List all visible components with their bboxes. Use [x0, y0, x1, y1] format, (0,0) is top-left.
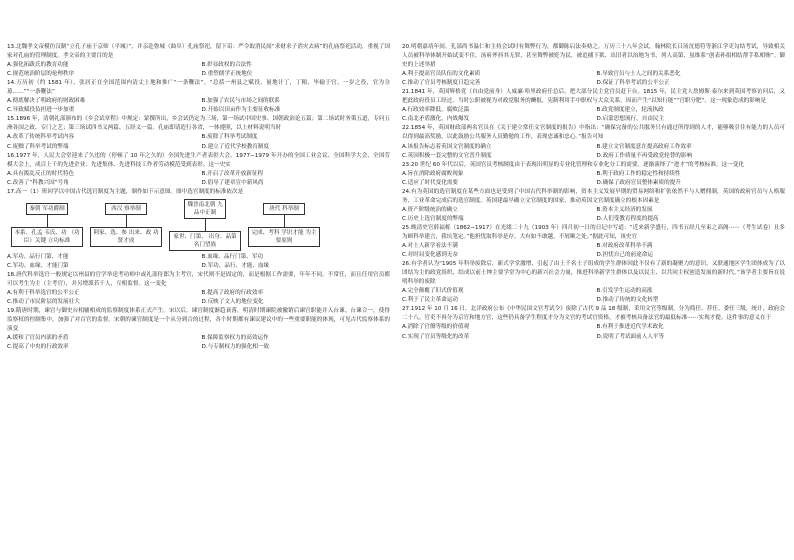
option-d: D.建立了近代学校教育制度 — [201, 143, 270, 150]
option-c: C.军功、血缘、才能门第 — [7, 262, 69, 269]
question-stem: 15.1896 年，清朝礼部颁布的《乡会试章程》中规定：蒙撰所出，乡会试仍定为三场，第一场试中国史事、国朝政治论五篇；第二场试时务策五道，专问五洲各国之政、专门之艺；第三场试四书义两篇、五经义一篇。孔庙即请造行各省，一体遵照，以上材料说明当时 — [7, 116, 390, 132]
option-c: C.导致赋役负担进一步加重 — [7, 107, 75, 114]
answer-options — [7, 253, 390, 271]
answer-options — [402, 206, 785, 224]
option-b: B.政党制度建立，轮流执政 — [596, 107, 664, 114]
question-24 — [402, 188, 785, 224]
option-b: B.提高了政府的行政效率 — [201, 289, 264, 296]
answer-options — [7, 170, 390, 188]
dynasty-node — [169, 199, 241, 251]
option-a: A.彻底解决了明政府的财政困难 — [7, 98, 86, 105]
question-stem: 13.北魏孝文帝模仿汉制“立孔子庙于京师（平城）”，并亲赴鲁城（曲阜）孔庙祭祀，留下诏：严令取消民间“求财求子消灾去病”的孔庙祭祀活动，重视了国家对孔庙的管理制度。孝文帝的主要目的是 — [7, 44, 390, 60]
option-d: D.保证了科举考试的公平公正 — [596, 80, 670, 87]
question-22 — [402, 124, 785, 160]
option-c: C.适应了时代变化需要 — [402, 179, 459, 186]
answer-options — [7, 97, 390, 115]
option-a: A.资产阶级统治的确立 — [402, 206, 458, 213]
left-column — [7, 43, 390, 352]
option-b: B.引发学生运动的高涨 — [596, 288, 653, 295]
option-b: B.利于政府工作的稳定性和持续性 — [596, 170, 681, 177]
option-b: B.对政府改革科举不满 — [596, 243, 653, 250]
question-stem: 14.万历初（约 1581 年），张居正在全国范围内清丈土地和推广“一条鞭法”。“总括一州县之赋役，量地计丁，丁粮、毕输于官，一岁之役，官为佥募……”“一条鞭法” — [7, 80, 390, 96]
question-27 — [402, 305, 785, 341]
option-b: B.加强了农民与市场之间的联系 — [201, 98, 280, 105]
option-a: A.强化拓跋氏的教育功能 — [7, 62, 69, 69]
question-13 — [7, 43, 390, 79]
answer-options — [402, 287, 785, 305]
option-c: C.废黜了科举考试的弊端 — [7, 143, 69, 150]
question-stem: 16.1977 年，人民大会堂迎来了久违的（停顿了 10 年之久的）全国先进生产者表彰大会。1977−1979 年开办的全国工业会议、全国科学大会、全国劳模大会上，成百上千的先进企业、先进集体、先进科技工作者劳动模范受到表彰。这一史实 — [7, 152, 390, 168]
option-a: A.旨在消除政府腐败现象 — [402, 170, 464, 177]
dynasty-criteria: 家世、门第、 出身、品第 名门望族 — [169, 231, 241, 251]
dynasty-label: 西汉 察举制 — [105, 203, 147, 215]
option-d: D.确保了政府官员整体素质的提升 — [596, 179, 681, 186]
question-17 — [7, 188, 390, 271]
option-c: C.推动了官员考核制度日趋完善 — [402, 80, 481, 87]
option-a: A.缓和了官员内部的矛盾 — [7, 335, 69, 342]
question-26 — [402, 260, 785, 305]
option-c: C.英国积极一套完整的文官晋升制度 — [402, 152, 492, 159]
option-c: C.实现了官员等级化的改革 — [402, 333, 470, 340]
dynasty-node — [11, 203, 83, 247]
connector-line — [284, 215, 285, 227]
question-16 — [7, 152, 390, 188]
dynasty-node — [90, 203, 162, 247]
option-a: A.具有拨乱反正的时代特色 — [7, 170, 75, 177]
question-stem: 18.唐代科举选官一般规定以州县的官学举送考功师中或礼部侍郎为主考官，宋代则不是固定的，而是根据工作需要，年年不同，不常任，而且任用官员都可以考生为主（主考官），并另增派若干人，互相监督。这一变化 — [7, 271, 390, 287]
question-stem: 19.隋唐时期，谏官与御史台相辅相成的监察制度体系正式产生。宋以后，谏官制度渐趋衰落，明清时期谏院被撤销后谏官职能并入台谏。台谏合一，使得监察权的控制集中，加强了对百官的监督。宋朝的谏官制度是一个从分到合的过程，各个时期都有谏议建议中的一些重要职能的体现，可见古代监察体系的演变 — [7, 308, 390, 333]
connector-line — [47, 215, 48, 227]
answer-options — [7, 334, 390, 352]
option-d: D.倡导了建章宣中新风尚 — [201, 179, 264, 186]
option-b: B.废除了科举考试制度 — [201, 134, 258, 141]
option-d: D.重塑儒学正统地位 — [201, 71, 253, 78]
option-d: D.说明了考试面前人人平等 — [596, 333, 665, 340]
answer-options — [7, 289, 390, 307]
option-d: D.担忧自己的前途命运 — [596, 252, 653, 259]
question-stem: 25.晚清史官薛福栎（1862−1917）在光绪二十九（1903 年）四月初一日的日记中写道：“近来新学盛行，四书五经几至束之高阁⋯⋯（考生试卷）且多为顾科举建言，我坑笔定。”他担忧取科举是存，大有如不敢越，不屑顺之处。”据此可知，该史官 — [402, 224, 785, 240]
answer-options — [402, 170, 785, 188]
option-c: C.提高了中央的行政效率 — [7, 344, 69, 351]
option-c: C.推动了市民阶层的发展壮大 — [7, 299, 80, 306]
option-d: D.开始以田亩作为主要征收标准 — [201, 107, 281, 114]
option-c: C.南北矛盾激化，内战爆发 — [402, 116, 470, 123]
option-b: B.彰显政权的合法性 — [201, 62, 252, 69]
connector-line — [205, 219, 206, 231]
question-20 — [402, 43, 785, 88]
option-d: D.推动了传统的文化转型 — [596, 297, 659, 304]
question-18 — [7, 271, 390, 307]
dynasty-criteria: 阿家、选、参 出来、政 功贤才成 — [90, 227, 162, 247]
dynasty-criteria: 完成、考科 学识才能 为主要原则 — [248, 227, 320, 247]
selection-system-diagram — [7, 197, 390, 253]
option-b: B.血缘、品行门第、军功 — [201, 253, 264, 260]
question-25 — [402, 224, 785, 260]
option-b: B.建立文官制度意在提高政府工作效率 — [596, 143, 692, 150]
question-14 — [7, 79, 390, 115]
option-d: D.与专制权力的强化相一致 — [201, 344, 270, 351]
dynasty-criteria: 本系、孔孟 韦氏、功 （功臣）关键 立功标准 — [11, 227, 83, 247]
option-c: C.规范统治阶层的伦理秩序 — [7, 71, 75, 78]
question-21 — [402, 88, 785, 124]
option-b: B.导致官员与士人之间的关系恶化 — [596, 71, 681, 78]
question-19 — [7, 307, 390, 352]
question-stem: 26.有学者认为“1905 年科举废除后，新式学堂激增，引起了由上千名士子组成的学生群体因此不仅有了新的凝聚力的意识，又联通地区学生团体成为了以团结为主的政党组织，结成以前士绅主要学堂为中心的新兴社会力量，推进科举新学生群体以及以民主、以共同主权创造发展的新时代。”该学者主要旨在说明科举的废除 — [402, 261, 785, 286]
option-a: A.改革了传统科举考试内容 — [7, 134, 75, 141]
question-15 — [7, 115, 390, 151]
option-b: B.开启了改革开放新征程 — [201, 170, 264, 177]
answer-options — [7, 133, 390, 151]
question-stem: 24.有为英国的选官制度在某些方面也是受到了中国古代科举制的影响，资本主义发展早期的贸易网络和扩张依然不与人赠佣制，英国的政府官员与人格服务，工业革命完成后的选官制度。英国建最早确立文官制度的国家，推动英国文官制度确立的根本因素是 — [402, 188, 785, 204]
option-d: D.军功、品行、才能、血缘 — [201, 262, 270, 269]
option-a: A.该报告标志着英国文官制度的确立 — [402, 143, 492, 150]
dynasty-label: 唐代 科举制 — [263, 203, 305, 215]
option-c: C.对时局变化感到无奈 — [402, 252, 459, 259]
option-d: D.人们受教育程度的提高 — [596, 215, 659, 222]
option-d: D.政府工作质量不再受政党轮替的影响 — [596, 152, 693, 159]
option-a: A.军功、品行门第、才能 — [7, 253, 69, 260]
option-b: B.资本主义经济的发展 — [596, 206, 653, 213]
option-c: C.利于了民主革命运动 — [402, 297, 459, 304]
option-a: A.消除了官僚等级的价值观 — [402, 324, 470, 331]
option-b: B.保障监察权力的高效运作 — [201, 335, 269, 342]
option-d: D.启蒙思想流行，自由民主 — [596, 116, 665, 123]
question-23 — [402, 161, 785, 188]
dynasty-label: 秦朝 军功爵制 — [26, 203, 68, 215]
answer-options — [402, 106, 785, 124]
option-a: A.行政效率降低，腐败泛滥 — [402, 107, 470, 114]
answer-options — [402, 143, 785, 161]
question-stem: 23.20 世纪 60 年代以后，英国官员考核制度由于表现出明显的专业化管理和专业化分工的需要，逐渐演绎了“进才”的考核标准。这一变化 — [402, 161, 744, 168]
question-stem: 22.1854 年，英国财政部两名官员在《关于建立常任文官制度的报告》中指出：“确保完备的公共服务只有通过所得到的人才，能够吸引住有能力的人员可以得到最高奖励，以此鼓励公共服务人员勤勉的工作，表现忠诚和忠心。”报告可知 — [402, 125, 785, 141]
connector-line — [126, 215, 127, 227]
answer-options — [402, 242, 785, 260]
option-a: A.利于提高官员队伍的文化素质 — [402, 71, 481, 78]
option-d: D.反映了文人的地位变化 — [201, 299, 264, 306]
dynasty-label: 魏晋南北朝 九品中正制 — [184, 199, 226, 219]
answer-options — [402, 323, 785, 341]
option-c: C.改善了“科教兴国”号角 — [7, 179, 69, 186]
right-column — [402, 43, 785, 342]
question-stem: 21.1841 年，英国辉格党（自由党前身）人威廉·哈里政府任总后，把大部分民主党宫员赶下台。1815 年，民主党人詹姆斯·泰尔来到英国考察访问后，又把此政府役员工经过。当时公职被视为对政党服务的酬报，宪制利用手中职权与大众关系，因而产生“以知行能”“官职分肥”。这一现象造成的影响是 — [402, 89, 785, 105]
question-stem: 20.明朝嘉靖年间，孔部尚书温仁和主持会试时有舞弊行为，都御陈启法奏劾之。万历三十八年会试，翰林院长吕汤沈德符等浙江学吏勾结考试，导致相关人员被科举体制开始试变不住，汤府斧抖其无罪，甚至舞弊被贬为民，被追捕下狱、出旧者以治地为书，列人高第，虽维系“创表孙捐相结帮手私相贿”。御史的上述举措 — [402, 44, 785, 69]
question-stem: 27.1912 年 10 月 16 日，北洋政府公布《中华民国文官考试令》废除了古代 9 品 18 级制，采用文官等级制，分为简任、荐任、委任三级，统计，政府会二十八。官吏不再分为京官和地方官，这些仍具备学生程度才分为文官的考试官资格，才被考核具备法官的最低标准⋯⋯实现才提。这件事的意义在于 — [402, 306, 785, 322]
option-a: A.有利于科举选官的公平公正 — [7, 289, 80, 296]
option-a: A.对士人新学看法不满 — [402, 243, 458, 250]
option-c: C.历史上选官制度的弊端 — [402, 215, 464, 222]
option-a: A.完全颠覆了旧式价值观 — [402, 288, 464, 295]
answer-options — [7, 61, 390, 79]
option-b: B.有利于推进近代学术政化 — [596, 324, 664, 331]
question-stem: 17.高一（1）班同学以中国古代选官制度为主题，制作如下示意图。图中选官制度的标准依次是 — [7, 188, 244, 195]
dynasty-node — [248, 203, 320, 247]
answer-options — [402, 70, 785, 88]
